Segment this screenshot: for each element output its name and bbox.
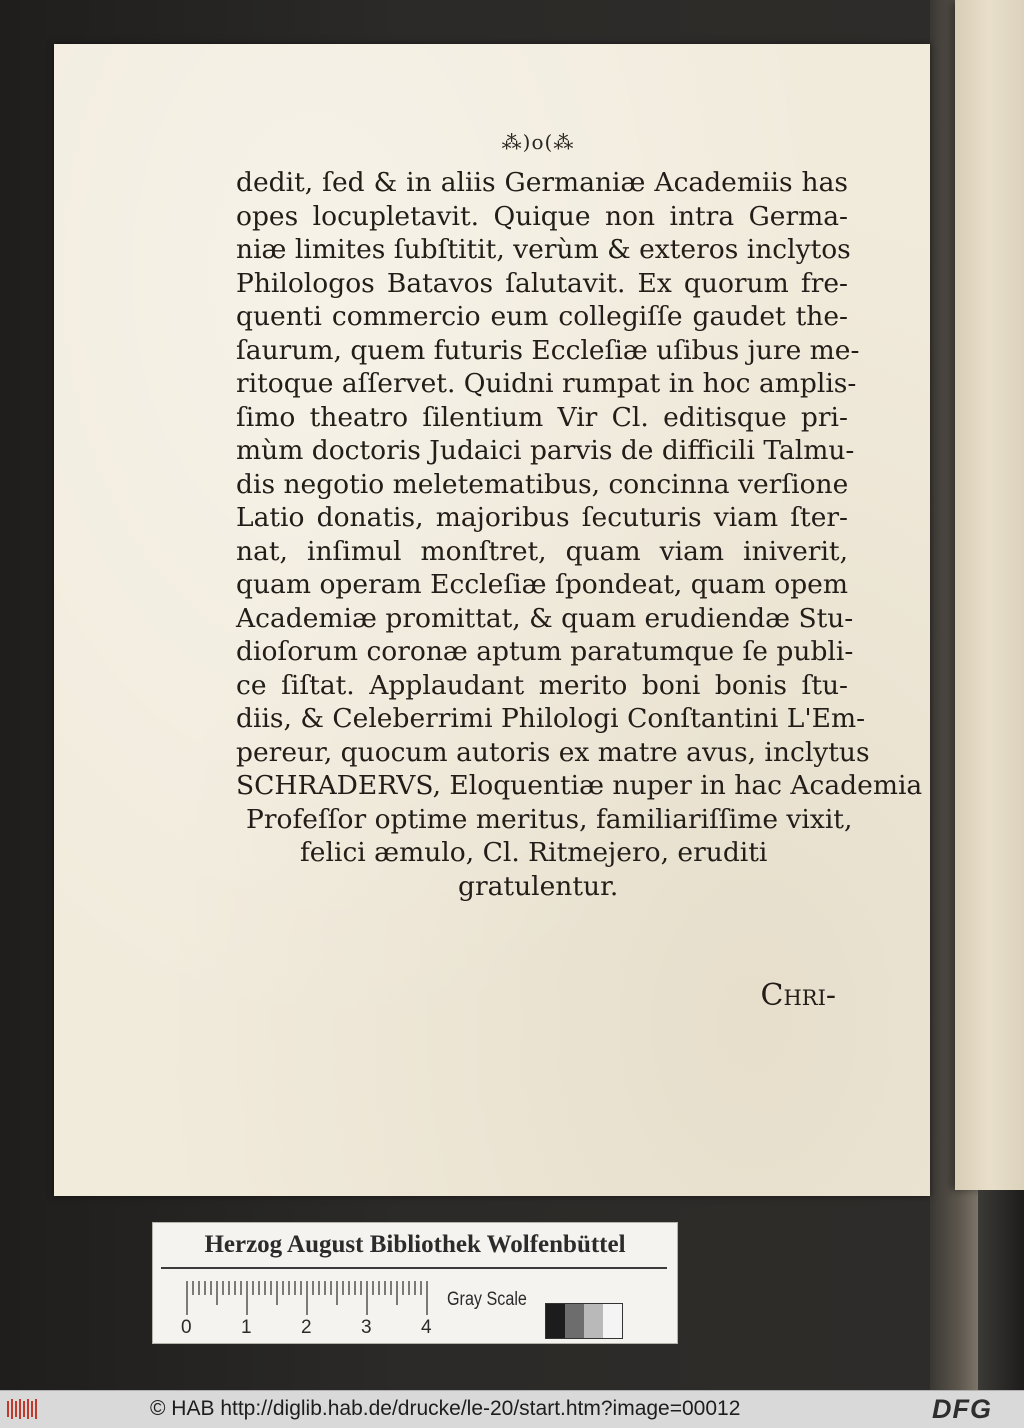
text-line: ſaurum, quem futuris Eccleſiæ uſibus jure me- xyxy=(236,334,860,366)
swatch-black xyxy=(546,1304,565,1338)
ruler-number: 1 xyxy=(241,1317,252,1338)
text-line: Philologos Batavos ſalutavit. Ex quorum fre- xyxy=(236,267,848,299)
page-text xyxy=(236,166,923,903)
page-ornament: ⁂)o(⁂ xyxy=(501,130,575,154)
catchword: Chri- xyxy=(760,978,836,1013)
hab-logo-icon xyxy=(6,1397,40,1421)
grayscale-swatch xyxy=(545,1303,623,1339)
text-line: ſimo theatro ſilentium Vir Cl. editisque pri- xyxy=(236,401,848,433)
label-divider xyxy=(161,1267,667,1269)
swatch-light-gray xyxy=(584,1304,603,1338)
adjacent-page-strip xyxy=(955,0,1024,1190)
text-line: Profeſſor optime meritus, familiariſſime vixit, xyxy=(246,803,853,835)
text-line: ritoque aſſervet. Quidni rumpat in hoc amplis- xyxy=(236,368,857,399)
ruler-number: 0 xyxy=(181,1317,192,1338)
text-line: nat, inſimul monſtret, quam viam iniverit, xyxy=(236,535,848,567)
ruler-number: 2 xyxy=(301,1317,312,1338)
text-line: Latio donatis, majoribus ſecuturis viam ſter- xyxy=(236,502,848,533)
text-line: ce ſiſtat. Applaudant merito boni bonis ſtu- xyxy=(236,669,848,701)
library-label-card xyxy=(152,1222,678,1344)
text-line: niæ limites ſubſtitit, verùm & exteros inclytos xyxy=(236,234,851,265)
swatch-dark-gray xyxy=(565,1304,584,1338)
text-line: gratulentur. xyxy=(458,870,619,902)
footer-bar xyxy=(0,1390,1024,1428)
text-line: diis, & Celeberrimi Philologi Conſtantini L'Em- xyxy=(236,703,866,734)
text-line: quenti commercio eum collegiſſe gaudet the- xyxy=(236,301,848,332)
copyright-url[interactable]: © HAB http://diglib.hab.de/drucke/le-20/start.htm?image=00012 xyxy=(150,1397,741,1420)
text-line: pereur, quocum autoris ex matre avus, inclytus xyxy=(236,736,870,768)
ruler-number: 3 xyxy=(361,1317,372,1338)
text-line: dis negotio meletematibus, concinna verſione xyxy=(236,468,849,500)
text-line: dedit, ſed & in aliis Germaniæ Academiis has xyxy=(236,167,848,198)
text-line: Academiæ promittat, & quam erudiendæ Stu- xyxy=(236,602,854,634)
text-line: dioſorum coronæ aptum paratumque ſe publi- xyxy=(236,636,854,667)
adjacent-dark-block xyxy=(978,1190,1024,1390)
grayscale-label: Gray Scale xyxy=(447,1289,527,1310)
ruler-number: 4 xyxy=(421,1317,432,1338)
text-line: opes locupletavit. Quique non intra Germa- xyxy=(236,200,848,232)
ruler-numbers xyxy=(181,1317,481,1339)
dfg-logo: DFG xyxy=(932,1394,992,1424)
library-name: Herzog August Bibliothek Wolfenbüttel xyxy=(204,1231,626,1258)
swatch-white xyxy=(603,1304,622,1338)
text-line: quam operam Eccleſiæ ſpondeat, quam opem xyxy=(236,569,848,600)
text-line: mùm doctoris Judaici parvis de difficili Talmu- xyxy=(236,435,855,466)
text-line: SCHRADERVS, Eloquentiæ nuper in hac Academia xyxy=(236,770,923,801)
text-line: felici æmulo, Cl. Ritmejero, eruditi xyxy=(300,837,768,868)
